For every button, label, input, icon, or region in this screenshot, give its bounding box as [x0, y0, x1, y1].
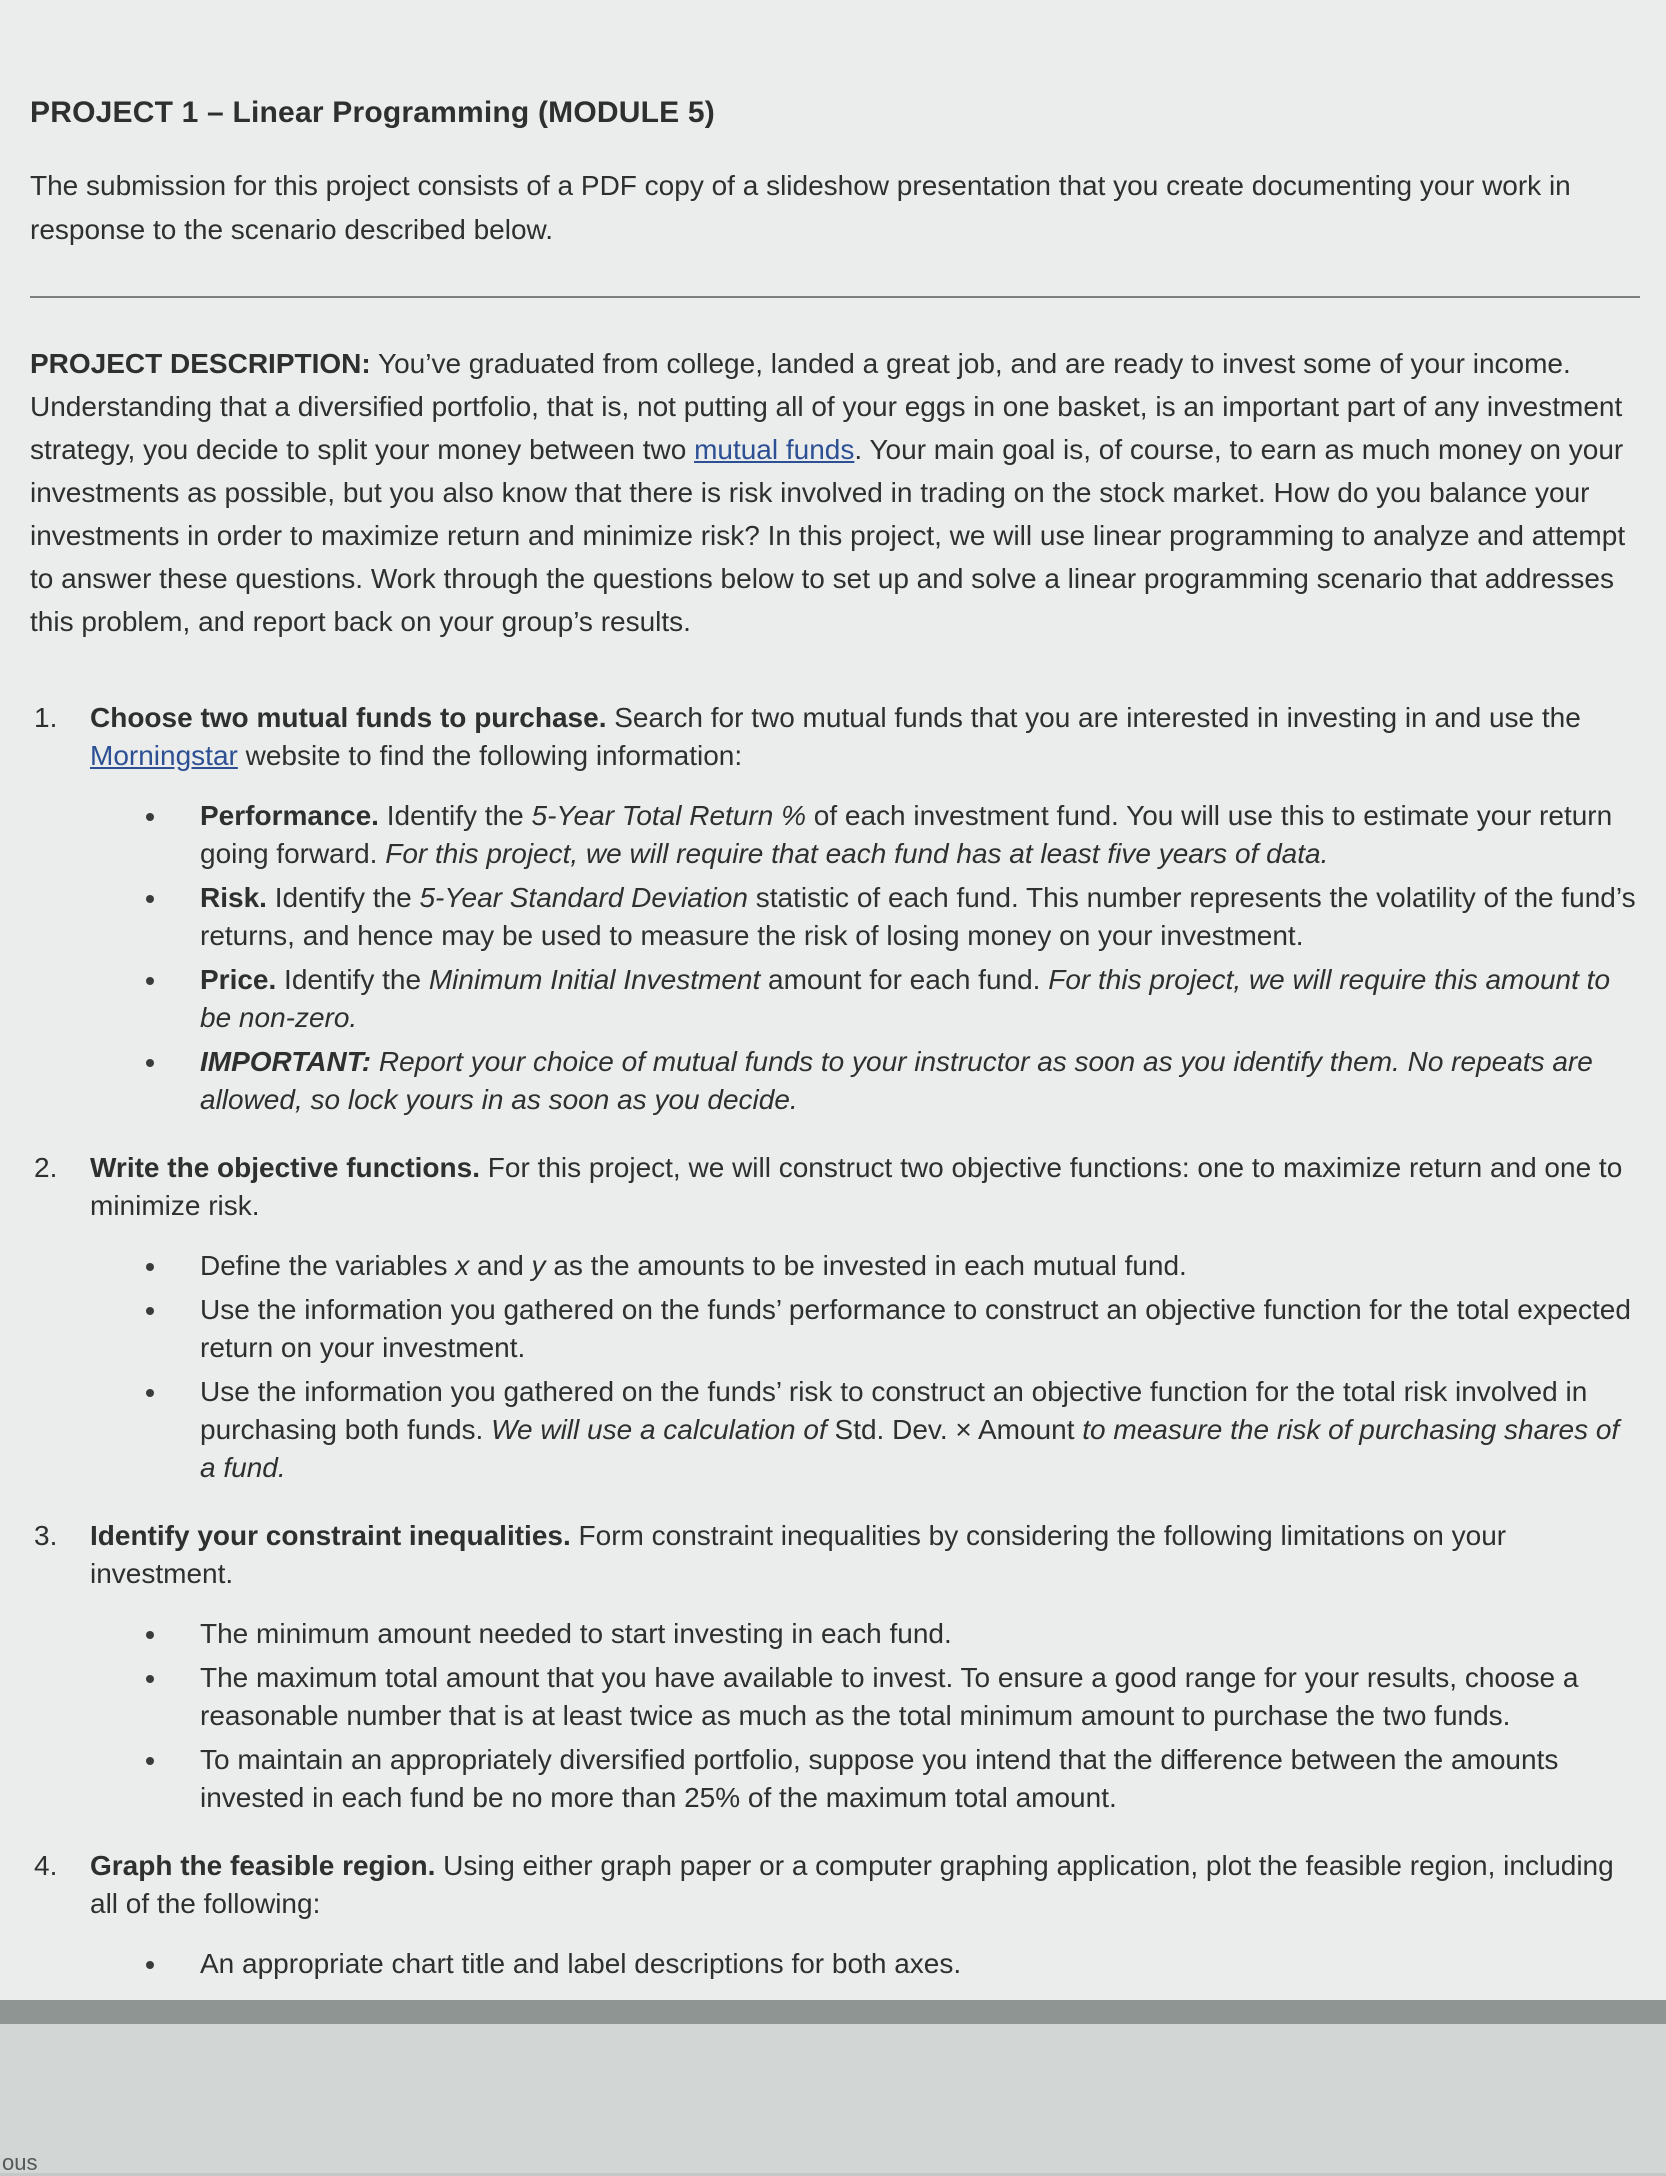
bullet-text: and [469, 1250, 532, 1281]
bullet-dot [146, 1059, 154, 1067]
horizontal-divider [30, 296, 1640, 298]
bullet-label: IMPORTANT: [200, 1046, 372, 1077]
step-heading: Identify your constraint inequalities. [90, 1520, 571, 1551]
bullet-text: statistic of each fund. This number represents the volatility of the fund’s returns, and hence may be used to measure the risk of losing money on your investment. [200, 882, 1636, 951]
step-heading: Write the objective functions. [90, 1152, 480, 1183]
bullet-dot [146, 1263, 154, 1271]
bottom-area [0, 2024, 1666, 2173]
bullet-label: Price. [200, 964, 277, 995]
description-text-2: . Your main goal is, of course, to earn as much money on your investments as possible, but you also know that there is risk involved in trading on the stock market. How do you balance your investments in order to maximize return and minimize risk? In this project, we will use linear programming to analyze and attempt to answer these questions. Work through the questions below to set up and solve a linear programming scenario that addresses this problem, and report back on your group’s results. [30, 434, 1626, 637]
bullet-text: Identify the [276, 964, 429, 995]
step-4 [30, 1847, 1640, 1983]
step-text: Using either graph paper or a computer graphing application, plot the feasible region, including all of the following: [90, 1850, 1614, 1919]
step-text: For this project, we will construct two objective functions: one to maximize return and one to minimize risk. [90, 1152, 1623, 1221]
bottom-partial-text: ous [2, 2150, 38, 2175]
step-heading: Choose two mutual funds to purchase. [90, 702, 607, 733]
bullet-diversified [200, 1741, 1640, 1817]
bullet-important [200, 1043, 1640, 1119]
step-3 [30, 1517, 1640, 1817]
bullet-dot [146, 1757, 154, 1765]
step-3-bullets [90, 1615, 1640, 1817]
bullet-text: Identify the [266, 882, 420, 913]
bullet-text: The maximum total amount that you have available to invest. To ensure a good range for your results, choose a reasonable number that is at least twice as much as the total minimum amount to purchase the two funds. [200, 1662, 1579, 1731]
project-description [30, 342, 1640, 643]
bullet-italic: Report your choice of mutual funds to your instructor as soon as you identify them. No repeats are allowed, so lock yours in as soon as you decide. [200, 1046, 1593, 1115]
bullet-text: Use the information you gathered on the funds’ performance to construct an objective function for the total expected return on your investment. [200, 1294, 1631, 1363]
step-2 [30, 1149, 1640, 1487]
bullet-text: An appropriate chart title and label descriptions for both axes. [200, 1948, 962, 1979]
bullet-dot [146, 977, 154, 985]
description-text-1: You’ve graduated from college, landed a great job, and are ready to invest some of your income. Understanding that a diversified portfolio, that is, not putting all of your eggs in one basket, is an important part of any investment strategy, you decide to split your money between two [30, 348, 1623, 465]
bullet-risk-function [200, 1373, 1640, 1487]
bullet-price [200, 961, 1640, 1037]
step-number: 4. [34, 1850, 58, 1881]
bullet-label: Risk. [200, 882, 267, 913]
bullet-dot [146, 1675, 154, 1683]
mutual-funds-link[interactable]: mutual funds [694, 434, 855, 465]
document-content [30, 96, 1640, 2013]
variable-y: y [531, 1250, 546, 1281]
screen-edge-band [0, 2000, 1666, 2024]
steps-list [30, 699, 1640, 1983]
bullet-italic: For this project, we will require this amount to be non-zero. [200, 964, 1611, 1033]
bullet-italic: 5-Year Standard Deviation [419, 882, 748, 913]
step-2-bullets [90, 1247, 1640, 1487]
bullet-italic: For this project, we will require that each fund has at least five years of data. [385, 838, 1329, 869]
bullet-dot [146, 1961, 154, 1969]
bullet-dot [146, 1631, 154, 1639]
description-label: PROJECT DESCRIPTION: [30, 348, 371, 379]
bullet-text: Identify the [378, 800, 532, 831]
bullet-dot [146, 895, 154, 903]
bullet-return-function [200, 1291, 1640, 1367]
bullet-italic: We will use a calculation of [491, 1414, 835, 1445]
morningstar-link[interactable]: Morningstar [90, 740, 238, 771]
step-text: website to find the following information: [237, 740, 743, 771]
bullet-dot [146, 813, 154, 821]
bullet-dot [146, 1307, 154, 1315]
step-text: Search for two mutual funds that you are interested in investing in and use the [606, 702, 1581, 733]
bullet-define-variables [200, 1247, 1640, 1285]
bullet-italic: to measure the risk of purchasing shares of a fund. [200, 1414, 1620, 1483]
step-text: Form constraint inequalities by considering the following limitations on your investment. [90, 1520, 1507, 1589]
bullet-text: amount for each fund. [760, 964, 1049, 995]
bullet-risk [200, 879, 1640, 955]
bullet-text: of each investment fund. You will use this to estimate your return going forward. [200, 800, 1613, 869]
variable-x: x [455, 1250, 470, 1281]
bullet-dot [146, 1389, 154, 1397]
bullet-italic: Minimum Initial Investment [428, 964, 761, 995]
step-number: 2. [34, 1152, 58, 1183]
intro-paragraph: The submission for this project consists of a PDF copy of a slideshow presentation that you create documenting your work in response to the scenario described below. [30, 170, 1571, 245]
bullet-text: as the amounts to be invested in each mutual fund. [545, 1250, 1187, 1281]
step-number: 1. [34, 702, 58, 733]
step-1-bullets [90, 797, 1640, 1119]
bullet-text: Use the information you gathered on the funds’ risk to construct an objective function for the total risk involved in purchasing both funds. [200, 1376, 1588, 1445]
bullet-label: Performance. [200, 800, 379, 831]
bullet-italic: 5-Year Total Return % [531, 800, 806, 831]
bullet-minimum-amount [200, 1615, 1640, 1653]
bullet-text: Std. Dev. × Amount [834, 1414, 1075, 1445]
step-heading: Graph the feasible region. [90, 1850, 436, 1881]
step-number: 3. [34, 1520, 58, 1551]
page-title: PROJECT 1 – Linear Programming (MODULE 5) [30, 96, 715, 129]
step-4-bullets [90, 1945, 1640, 1983]
bullet-text: To maintain an appropriately diversified portfolio, suppose you intend that the difference between the amounts invested in each fund be no more than 25% of the maximum total amount. [200, 1744, 1559, 1813]
bullet-maximum-amount [200, 1659, 1640, 1735]
bullet-text: Define the variables [200, 1250, 456, 1281]
step-1 [30, 699, 1640, 1119]
bullet-chart-title [200, 1945, 1640, 1983]
bullet-performance [200, 797, 1640, 873]
bullet-text: The minimum amount needed to start investing in each fund. [200, 1618, 952, 1649]
